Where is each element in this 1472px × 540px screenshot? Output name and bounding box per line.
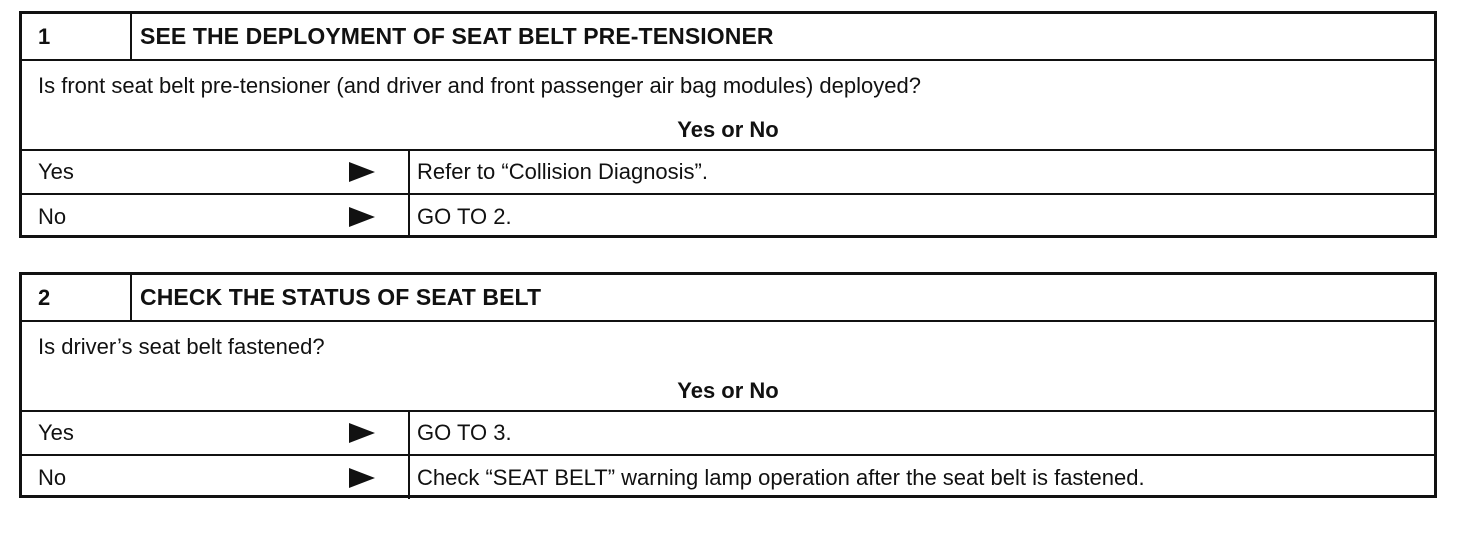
answer-label: No [38, 464, 67, 490]
step-number: 1 [22, 14, 132, 59]
answer-action: Check “SEAT BELT” warning lamp operation after the seat belt is fastened. [417, 464, 1145, 490]
step-title: SEE THE DEPLOYMENT OF SEAT BELT PRE-TENSIONER [140, 23, 774, 49]
step-title: CHECK THE STATUS OF SEAT BELT [140, 284, 542, 310]
answer-action: GO TO 2. [417, 203, 512, 229]
right-arrow-icon [349, 207, 375, 227]
answer-label: No [38, 203, 67, 229]
answer-row-no [22, 456, 1434, 499]
right-arrow-icon [349, 423, 375, 443]
right-arrow-icon [349, 162, 375, 182]
question-text: Is driver’s seat belt fastened? [38, 334, 325, 359]
answer-label: Yes [38, 420, 74, 445]
right-arrow-icon [349, 468, 375, 488]
answer-label-cell [22, 195, 410, 238]
answer-header: Yes or No [677, 117, 779, 142]
answer-label-cell [22, 151, 410, 193]
answer-action: GO TO 3. [417, 420, 512, 445]
step-number: 2 [22, 275, 132, 320]
question-text: Is front seat belt pre-tensioner (and driver and front passenger air bag modules) deployed? [38, 73, 921, 98]
step-header-row [22, 275, 1434, 322]
step-2-table [19, 272, 1437, 498]
question-row [22, 61, 1434, 151]
answer-label: Yes [38, 159, 74, 184]
question-row [22, 322, 1434, 412]
answer-action: Refer to “Collision Diagnosis”. [417, 159, 708, 184]
answer-label-cell [22, 412, 410, 454]
answer-row-yes [22, 151, 1434, 195]
answer-label-cell [22, 456, 410, 499]
answer-row-yes [22, 412, 1434, 456]
step-1-table [19, 11, 1437, 238]
answer-header: Yes or No [677, 378, 779, 403]
answer-row-no [22, 195, 1434, 238]
step-header-row [22, 14, 1434, 61]
